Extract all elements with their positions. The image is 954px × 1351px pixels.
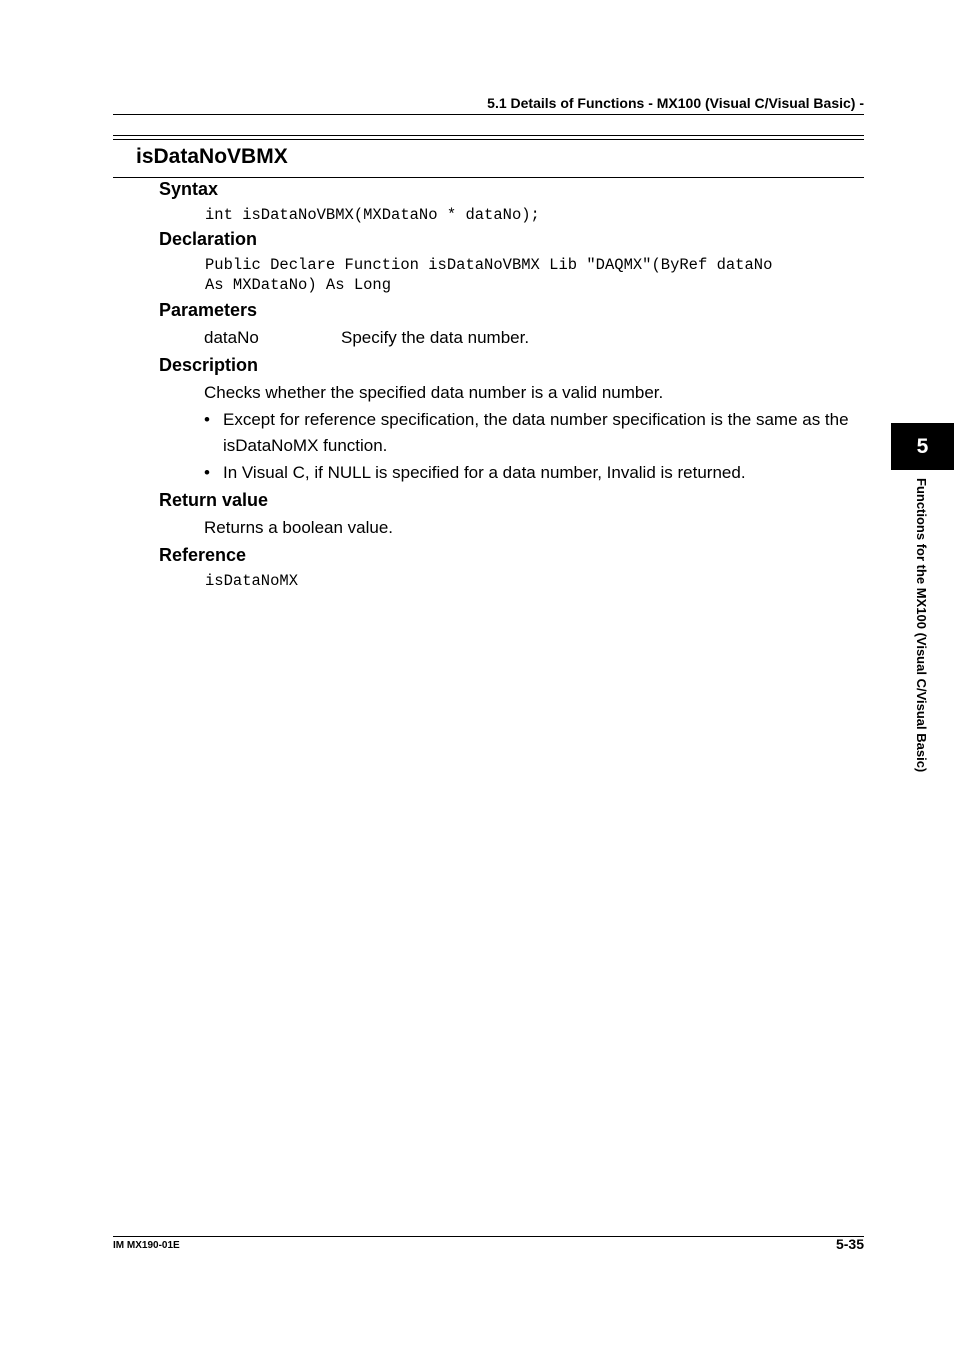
- description-heading: Description: [159, 355, 259, 375]
- declaration-code-line-1: Public Declare Function isDataNoVBMX Lib "DAQMX"(ByRef dataNo: [205, 256, 773, 274]
- footer-rule: [113, 1236, 864, 1237]
- declaration-heading: Declaration: [159, 229, 258, 249]
- bullet-marker: •: [204, 410, 210, 429]
- bullet-marker: •: [204, 463, 210, 482]
- syntax-heading: Syntax: [159, 179, 219, 199]
- function-title: isDataNoVBMX: [136, 145, 288, 168]
- syntax-code: int isDataNoVBMX(MXDataNo * dataNo);: [205, 206, 540, 224]
- bullet-text: In Visual C, if NULL is specified for a data number, Invalid is returned.: [223, 463, 746, 482]
- return-value-text: Returns a boolean value.: [204, 518, 394, 537]
- bullet-text: Except for reference specification, the data number specification is the same as the isDataNoMX function.: [223, 410, 849, 455]
- reference-heading: Reference: [159, 545, 247, 565]
- chapter-tab: 5: [891, 423, 954, 470]
- chapter-side-label: Functions for the MX100 (Visual C/Visual Basic): [914, 478, 929, 773]
- reference-code: isDataNoMX: [205, 572, 299, 590]
- title-rule-bottom: [113, 177, 864, 178]
- parameters-heading: Parameters: [159, 300, 258, 320]
- description-text: Checks whether the specified data number is a valid number.: [204, 383, 664, 402]
- title-rule-top-1: [113, 135, 864, 136]
- description-bullet-2: [204, 460, 849, 486]
- parameter-name: dataNo: [204, 328, 259, 347]
- title-rule-top-2: [113, 139, 864, 140]
- running-header: 5.1 Details of Functions - MX100 (Visual C/Visual Basic) -: [487, 95, 864, 111]
- declaration-code-line-2: As MXDataNo) As Long: [205, 276, 392, 294]
- return-value-heading: Return value: [159, 490, 269, 510]
- header-rule: [113, 114, 864, 115]
- parameter-description: Specify the data number.: [341, 328, 530, 347]
- footer-page-number: 5-35: [835, 1236, 864, 1252]
- description-bullet-1: [204, 407, 849, 459]
- footer-doc-id: IM MX190-01E: [113, 1240, 180, 1251]
